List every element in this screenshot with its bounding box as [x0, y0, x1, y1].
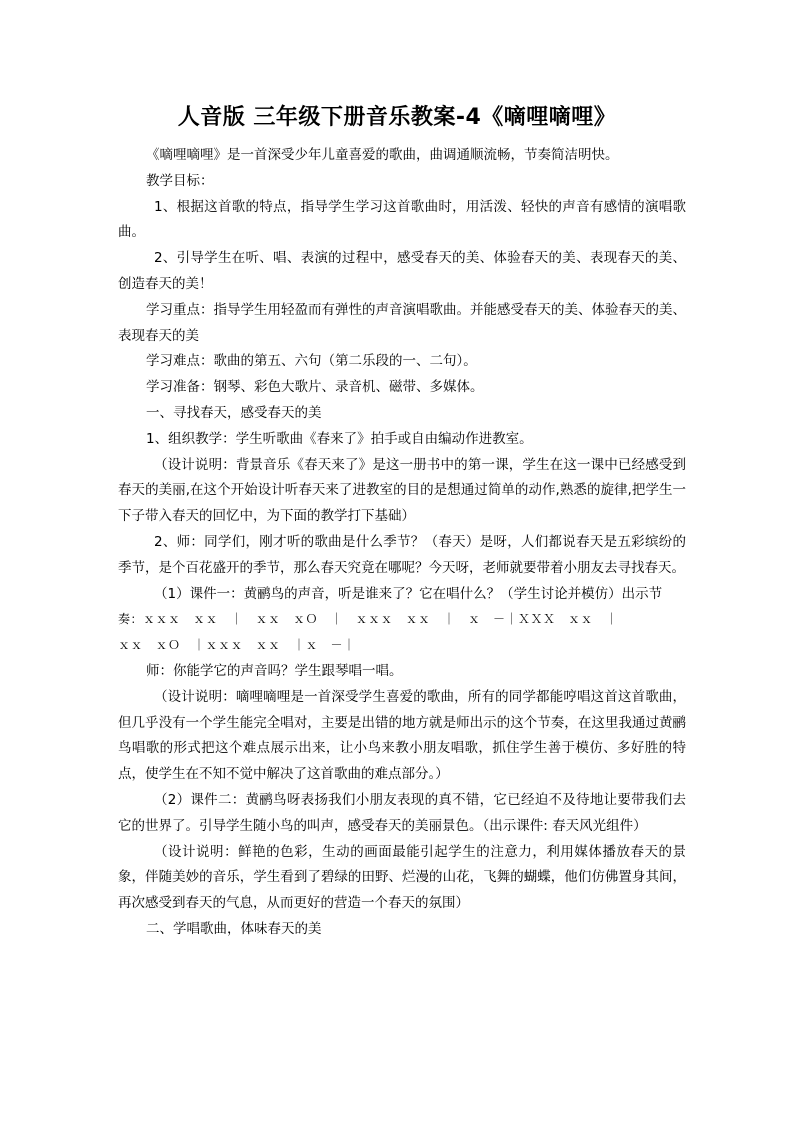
step-2: 2、师：同学们，刚才听的歌曲是什么季节？（春天）是呀，人们都说春天是五彩缤纷的季节，是个百花盛开的季节，那么春天究竟在哪呢？今天呀，老师就要带着小朋友去寻找春天。: [118, 533, 686, 576]
objective-2: 2、引导学生在听、唱、表演的过程中，感受春天的美、体验春天的美、表现春天的美、创造春天的美！: [118, 250, 686, 292]
objective-1: 1、根据这首歌的特点，指导学生学习这首歌曲时，用活泼、轻快的声音有感情的演唱歌曲。: [118, 198, 686, 241]
design-note-2: （设计说明：嘀哩嘀哩是一首深受学生喜爱的歌曲，所有的同学都能哼唱这首这首歌曲，但几乎没有一个学生能完全唱对，主要是出错的地方就是师出示的这个节奏，在这里我通过黄鹂鸟唱歌的形式把这个难点展示出来，让小鸟来教小朋友唱歌，抓住学生善于模仿、多好胜的特点，使学生在不知不觉中解决了这首歌曲的难点部分。）: [118, 688, 686, 783]
objectives-heading: 教学目标：: [146, 172, 214, 189]
rhythm-line-1: 奏：ｘｘｘ ｘｘ ｜ ｘｘ ｘＯ ｜ ｘｘｘ ｘｘ ｜ ｘ －｜ＸＸＸ ｘｘ ｜: [118, 612, 619, 627]
courseware-1: （1）课件一：黄鹂鸟的声音，听是谁来了？它在唱什么？（学生讨论并模仿）出示节: [154, 585, 663, 602]
step-1: 1、组织教学：学生听歌曲《春来了》拍手或自由编动作进教室。: [146, 430, 533, 447]
preparation: 学习准备：钢琴、彩色大歌片、录音机、磁带、多媒体。: [146, 379, 484, 396]
difficulties: 学习难点：歌曲的第五、六句（第二乐段的一、二句）。: [146, 353, 477, 370]
section-1-heading: 一、寻找春天，感受春天的美: [146, 404, 322, 421]
document-title: 人音版 三年级下册音乐教案-4《嘀哩嘀哩》: [177, 105, 617, 130]
rhythm-line-2: ｘｘ ｘＯ ｜ｘｘｘ ｘｘ ｜ｘ －｜: [118, 638, 356, 653]
document-body: [118, 143, 686, 943]
design-note-3: （设计说明：鲜艳的色彩，生动的画面最能引起学生的注意力，利用媒体播放春天的景象，伴随美妙的音乐，学生看到了碧绿的田野、烂漫的山花，飞舞的蝴蝶，他们仿佛置身其间，再次感受到春天的气息，从而更好的营造一个春天的氛围）: [118, 843, 686, 912]
intro-paragraph: 《嘀哩嘀哩》是一首深受少年儿童喜爱的歌曲，曲调通顺流畅，节奏简洁明快。: [146, 147, 619, 163]
design-note-1: （设计说明：背景音乐《春天来了》是这一册书中的第一课，学生在这一课中已经感受到春天的美丽,在这个开始设计听春天来了进教室的目的是想通过简单的动作,熟悉的旋律,把学生一下子带入春天的回忆中，为下面的教学打下基础）: [118, 456, 686, 525]
key-points: 学习重点：指导学生用轻盈而有弹性的声音演唱歌曲。并能感受春天的美、体验春天的美、表现春天的美: [118, 301, 686, 344]
teacher-prompt: 师：你能学它的声音吗？学生跟琴唱一唱。: [146, 662, 403, 679]
section-2-heading: 二、学唱歌曲，体味春天的美: [146, 920, 322, 937]
courseware-2: （2）课件二：黄鹂鸟呀表扬我们小朋友表现的真不错，它已经迫不及待地让要带我们去它的世界了。引导学生随小鸟的叫声，感受春天的美丽景色。（出示课件: 春天风光组件）: [118, 791, 686, 834]
